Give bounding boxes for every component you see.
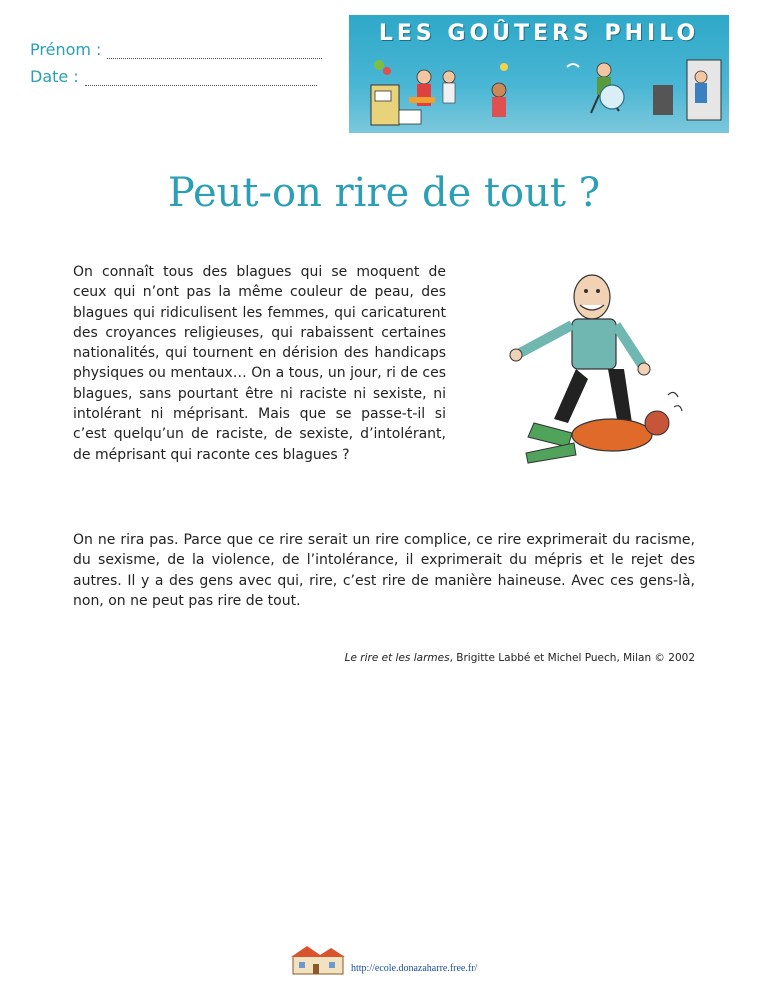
banner-title: LES GOÛTERS PHILO [378,21,700,46]
prenom-label: Prénom : [30,40,102,59]
page-title: Peut-on rire de tout ? [167,170,601,216]
date-label: Date : [30,67,79,86]
footer-url-link[interactable]: http://ecole.donazaharre.free.fr/ [351,963,478,974]
series-banner [349,15,729,133]
citation [345,652,695,664]
citation-book-title: Le rire et les larmes [344,652,450,664]
date-dotted-line[interactable] [85,71,317,86]
school-logo-icon [289,942,347,976]
banner-illustration [349,15,729,133]
laughing-man-illustration [472,265,702,485]
prenom-dotted-line[interactable] [107,44,322,59]
paragraph-conclusion: On ne rira pas. Parce que ce rire serait un rire complice, ce rire exprimerait du racisme, du sexisme, de la violence, de l’intolérance, il exprimerait du mépris et le rejet des autres. Il y a des gens avec qui, rire, c’est rire de manière haineuse. Avec ces gens-là, non, on ne peut pas rire de tout. [73,532,695,609]
prenom-field [30,40,322,59]
paragraph-intro: On connaît tous des blagues qui se moquent de ceux qui n’ont pas la même couleur de peau, des blagues qui ridiculisent les femmes, qui caricaturent des croyances religieuses, qui rabaissent certaines nationalités, qui tournent en dérision des handicaps physiques ou mentaux… On a tous, un jour, ri de ces blagues, sans pourtant être ni raciste ni sexiste, ni intolérant ni méprisant. Mais que se passe-t-il si c’est quelqu’un de raciste, de sexiste, d’intolérant, de méprisant qui raconte ces blagues ? [73,264,446,463]
citation-details: , Brigitte Labbé et Michel Puech, Milan © 2002 [449,652,695,664]
date-field [30,67,317,86]
